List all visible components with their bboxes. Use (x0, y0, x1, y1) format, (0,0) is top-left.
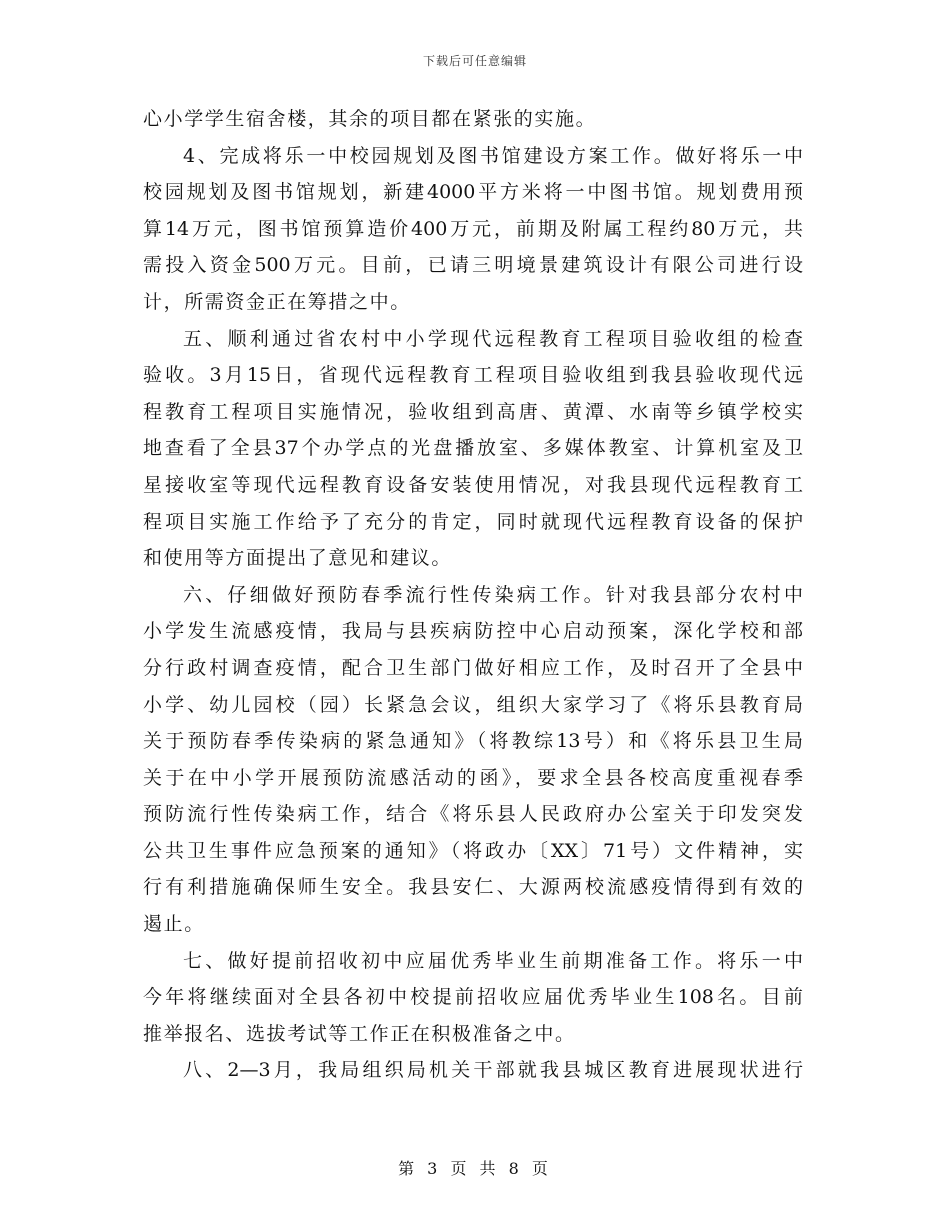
text-line: 计，所需资金正在筹措之中。 (143, 290, 411, 313)
text-line: 程教育工程项目实施情况，验收组到高唐、黄潭、水南等乡镇学校实 (143, 400, 803, 423)
text-line: 七、做好提前招收初中应届优秀毕业生前期准备工作。将乐一中 (183, 949, 803, 972)
text-line: 心小学学生宿舍楼，其余的项目都在紧张的实施。 (143, 108, 597, 130)
text-line: 验收。3月15日，省现代远程教育工程项目验收组到我县验收现代远 (143, 364, 803, 387)
document-body (143, 101, 803, 1089)
text-line: 星接收室等现代远程教育设备安装使用情况，对我县现代远程教育工 (143, 473, 803, 496)
text-line: 程项目实施工作给予了充分的肯定，同时就现代远程教育设备的保护 (143, 510, 803, 533)
text-line: 小学发生流感疫情，我局与县疾病防控中心启动预案，深化学校和部 (143, 620, 803, 643)
text-line: 预防流行性传染病工作，结合《将乐县人民政府办公室关于印发突发 (143, 803, 803, 826)
page-header: 下载后可任意编辑 (422, 54, 527, 68)
text-line: 遏止。 (143, 913, 205, 936)
text-line: 小学、幼儿园校（园）长紧急会议，组织大家学习了《将乐县教育局 (143, 693, 803, 716)
text-line: 分行政村调查疫情，配合卫生部门做好相应工作，及时召开了全县中 (143, 656, 803, 679)
text-line: 地查看了全县37个办学点的光盘播放室、多媒体教室、计算机室及卫 (143, 437, 803, 460)
text-line: 关于预防春季传染病的紧急通知》（将教综13号）和《将乐县卫生局 (143, 730, 803, 753)
text-line: 4、完成将乐一中校园规划及图书馆建设方案工作。做好将乐一中 (183, 144, 803, 167)
text-line: 关于在中小学开展预防流感活动的函》，要求全县各校高度重视春季 (143, 766, 803, 789)
text-line: 行有利措施确保师生安全。我县安仁、大源两校流感疫情得到有效的 (143, 876, 803, 899)
text-line: 校园规划及图书馆规划，新建4000平方米将一中图书馆。规划费用预 (143, 181, 803, 204)
page-footer: 第 3 页 共 8 页 (398, 1159, 552, 1178)
text-line: 和使用等方面提出了意见和建议。 (143, 547, 453, 570)
text-line: 六、仔细做好预防春季流行性传染病工作。针对我县部分农村中 (183, 583, 803, 606)
text-line: 算14万元，图书馆预算造价400万元，前期及附属工程约80万元，共 (143, 217, 803, 240)
text-line: 公共卫生事件应急预案的通知》（将政办〔XX〕71号）文件精神，实 (143, 839, 803, 862)
text-line: 推举报名、选拔考试等工作正在积极准备之中。 (143, 1022, 576, 1045)
text-line: 八、2—3月，我局组织局机关干部就我县城区教育进展现状进行 (183, 1059, 803, 1082)
text-line: 五、顺利通过省农村中小学现代远程教育工程项目验收组的检查 (183, 327, 803, 350)
text-line: 今年将继续面对全县各初中校提前招收应届优秀毕业生108名。目前 (143, 986, 803, 1009)
text-line: 需投入资金500万元。目前，已请三明境景建筑设计有限公司进行设 (143, 254, 803, 277)
